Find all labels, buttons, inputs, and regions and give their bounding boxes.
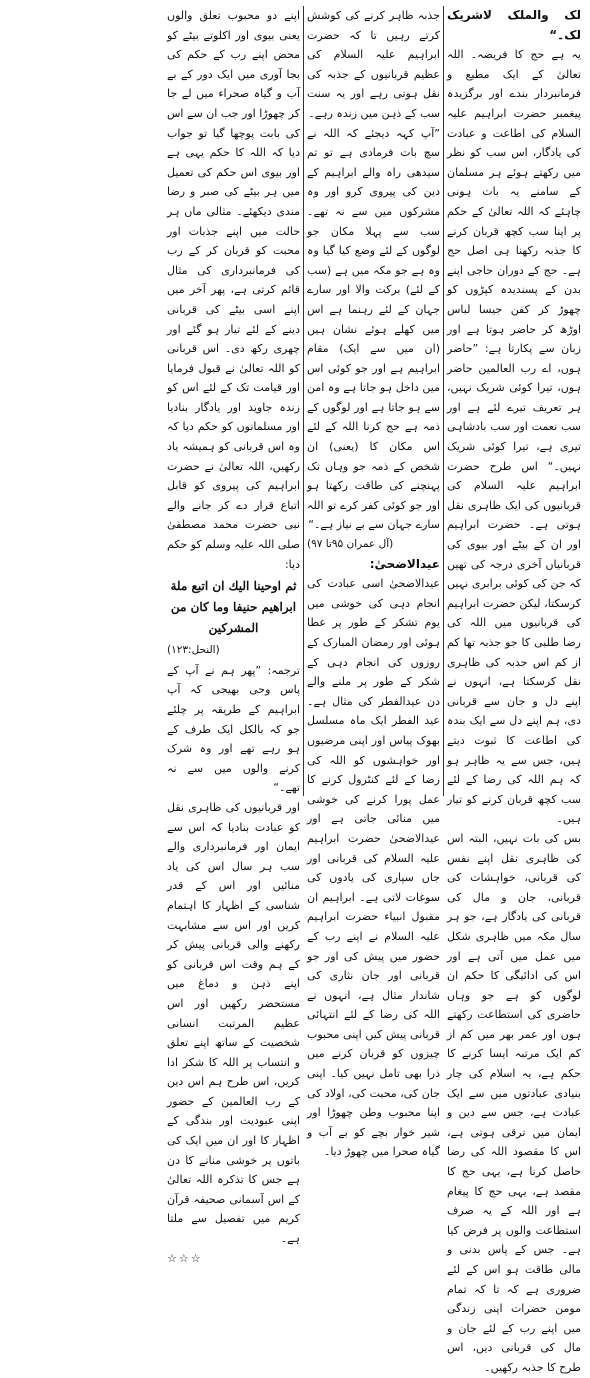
column-1-heading: لک والملک لاشریک لک۔“ <box>447 8 581 42</box>
column-2-reference: (آل عمران ۹۵تا ۹۷) <box>307 538 394 551</box>
column-2-paragraph-1: جذبہ ظاہر کرنے کی کوشش کرتے رہیں تا کہ حضرت ابراہیم علیہ السلام کی عظیم قربانیوں کے جذبہ کی نقل ہوتی رہے اور یہ سنت سب کے ذہن میں زندہ رہے۔ <box>307 9 440 120</box>
column-1-paragraph-2: بس کی بات نہیں، البتہ اس کی ظاہری نقل اپنے نفس کی قربانی، خواہشات کی قربانی، جان و مال کی قربانی کی یادگار ہے، جو ہر سال مکہ میں ظاہری شکل میں عمل میں آتی ہے اور اس کی ادائیگی کا حکم ان لوگوں کو ہے جو وہاں حاضری کی استطاعت رکھتے ہوں اور عمر بھر میں کم از کم ایک مرتبہ ایسا کرنے کا حکم ہے، یہ اسلام کی چار بنیادی عبادتوں میں سے ایک عبادت ہے، جس سے دین و ایمان میں ترقی ہوتی ہے، اس کا مقصود اللہ کی رضا حاصل کرنا ہے، یہی حج کا مقصد ہے، یہی حج کا پیغام ہے اور اللہ کے یہ صرف استطاعت والوں پر فرض کیا ہے۔ جس کے پاس بدنی و مالی طاقت ہو اس کے لئے ضروری ہے کہ تا کہ تمام مومن حضرات اپنی زندگی میں اپنے رب کے لئے جان و مال کی قربانی دیں، اس طرح کا جذبہ رکھیں۔ <box>447 831 581 1374</box>
article-columns <box>6 6 584 1374</box>
column-2-quran-translation: ”آپ کہہ دیجئے کہ اللہ نے سچ بات فرمادی ہے تو تم سیدھی راہ والے ابراہیم کے دین کی پیروی کرو اور وہ مشرکوں میں سے نہ تھے۔ سب سے پہلا مکان جو لوگوں کے لئے وضع کیا گیا وہ وہ ہے جو مکہ میں ہے (سب کے لئے) برکت والا اور سارے جہان کے لئے رہنما ہے اس میں کھلے ہوئے نشان ہیں (ان میں سے ایک) مقام ابراہیم ہے اور جو کوئی اس میں داخل ہو جاتا ہے وہ امن سے ہو جاتا ہے اور لوگوں کے ذمہ ہے حج کرنا اللہ کے لئے اس مکان کا (یعنی) ان شخص کے ذمہ جو وہاں تک پہنچنے کی طاقت رکھتا ہو اور جو کوئی کفر کرے تو اللہ سارے جہان سے بے نیاز ہے۔“ <box>307 126 440 532</box>
column-3 <box>164 6 304 1265</box>
column-3-paragraph-1: اپنے دو محبوب تعلق والوں یعنی بیوی اور اکلوتے بیٹے کو محض اپنے رب کے حکم کی بجا آوری میں ایک دور کے بے آب و گیاہ صحراء میں لے جا کر چھوڑا اور جب ان سے اس کی بابت پوچھا گیا تو جواب دیا کہ اللہ کا حکم یہی ہے اور بیوی اس حکم کی تعمیل میں ہر بیٹے کی صبر و رضا مندی دیکھئے۔ مثالی ماں ہر حالت میں اپنے جذبات اور محبت کو قربان کر کے رب کی فرمانبرداری کی مثال قائم کرتی ہے، پھر آخر میں اپنے اسی بیٹے کی قربانی دینے کے لئے تیار ہو گئے اور چھری رکھ دی۔ اس قربانی کو اللہ تعالیٰ نے قبول فرمایا اور قیامت تک کے لئے اس کو زندہ جاوید اور یادگار بنادیا اور مسلمانوں کو حکم دیا کہ وہ اس قربانی کو ہمیشہ یاد رکھیں، اللہ تعالیٰ نے حضرت ابراہیم کی پیروی کو قابل اتباع قرار دے کر جانے والے نبی حضرت محمد مصطفیٰ صلی اللہ علیہ وسلم کو حکم دیا: <box>167 9 300 571</box>
column-3-paragraph-2: اور قربانیوں کی ظاہری نقل کو عبادت بنادیا کہ اس سے ایمان اور فرمانبرداری والے سب ہر سال اس کی یاد منائیں اور اس کے قدر شناسی کے اظہار کا اہتمام کریں اور اس سے مشابہت رکھنے والی قربانی پیش کر کے ہم وقت اس قربانی کو اپنے ذہن و دماغ میں مستحضر رکھیں اور اس عظیم المرتبت انسانی شخصیت کے ساتھ اپنے تعلق و انتساب پر اللہ کا شکر ادا کریں، اس طرح ہم اس دین کے رب العالمین کے حضور اپنی عبودیت اور بندگی کے اظہار کا اور ان میں ایک کی باتوں پر خوشی منانے کا دن ہے جس کا تذکرہ اللہ تعالیٰ کے اس آسمانی صحیفہ قرآن کریم میں تفصیل سے ملتا ہے۔ <box>167 800 300 1246</box>
column-1 <box>444 6 584 1374</box>
column-1-paragraph-1: یہ ہے حج کا فریضہ۔ اللہ تعالیٰ کے ایک مطیع و فرمانبردار بندے اور برگزیدہ پیغمبر حضرت ابراہیم علیہ السلام کی اطاعت و عبادت کی یادگار، اس سب کو نظر میں رکھتے ہوئے ہر مسلمان کے سامنے یہ بات ہونی چاہئے کہ اللہ تعالیٰ کے حکم پر اپنا سب کچھ قربان کرنے کا جذبہ رکھنا ہی اصل حج ہے۔ حج کے دوران حاجی اپنے بدن کے پسندیدہ کپڑوں کو چھوڑ کر کفن جیسا لباس اوڑھ کر حاضر ہوتا ہے اور زبان سے پکارتا ہے: ”حاضر ہوں، اے رب العالمین حاضر ہوں، تیرا کوئی شریک نہیں، ہر تعریف تیرے لئے ہے اور سب نعمت اور سب بادشاہی تیری ہے، تیرا کوئی شریک نہیں۔“ اس طرح حضرت ابراہیم علیہ السلام کی قربانیوں کی ایک ظاہری نقل ہوتی ہے۔ حضرت ابراہیم اور ان کے بیٹے اور بیوی کی قربانیاں آخری درجہ کی تھیں کہ جن کی کوئی برابری نہیں کرسکتا، لیکن حضرت ابراہیم کی قربانیوں میں اللہ کی رضا طلبی کا جو جذبہ تھا کم از کم اس جذبہ کی ظاہری نقل کرسکتا ہے، انہوں نے اپنے دل و جان سے قربانی دی، ہم اپنے دل سے ایک بندہ کی اطاعت کا ثبوت دیتے ہیں، جس سے یہ ظاہر ہو کہ ہم اللہ کی رضا کے لئے سب کچھ قربان کرنے کو تیار ہیں۔ <box>447 48 581 826</box>
eid-subheading: عیدالاضحیٰ: <box>369 556 440 571</box>
arabic-verse-reference: (النحل:۱۲۳) <box>167 644 220 657</box>
column-2-paragraph-eid: عیدالاضحیٰ اسی عبادت کی انجام دہی کی خوشی میں یوم تشکر کے طور پر عطا ہوئی اور رمضان المبارک کے روزوں کی انجام دہی کے شکر کے طور پر ملنے والے دن عیدالفطر کی مثال ہے۔ عید الفطر ایک ماہ مسلسل بھوک پیاس اور اپنی مرضیوں اور خواہشوں کو اللہ کی رضا کے لئے کنٹرول کرنے کا عمل پورا کرنے کی خوشی میں منائی جاتی ہے اور عیدالاضحیٰ حضرت ابراہیم علیہ السلام کی قربانی اور جاں سپاری کی یادوں کی سوغات لاتی ہے۔ ابراہیم ان مقبول انبیاء حضرت ابراہیم علیہ السلام نے اپنے رب کے حضور میں پیش کی اور جو قربانی اور جان نثاری کی شاندار مثال ہے، انہوں نے اللہ کی رضا کے لئے انتہائی قربانی پیش کیں اپنی محبوب چیزوں کو قربان کرنے میں ذرا بھی تامل نہیں کیا۔ اپنی جان کی، محبت کی، اولاد کی اپنا محبوب وطن چھوڑا اور شیر خوار بچے کو بے آب و گیاہ صحرا میں چھوڑ دیا۔ <box>307 577 440 1159</box>
arabic-verse: ثم اوحينا اليك ان اتبع ملة ابراهيم حنيفا وما كان من المشركين <box>170 579 297 636</box>
column-2 <box>304 6 444 1159</box>
end-stars-icon: ☆☆☆ <box>167 1251 203 1265</box>
column-3-translation: ترجمہ: ”پھر ہم نے آپ کے پاس وحی بھیجی کہ آپ ابراہیم کے طریقہ پر چلئے جو کہ بالکل ایک طرف کے ہو رہے تھے اور وہ شرک کرنے والوں میں سے نہ تھے۔“ <box>167 663 300 795</box>
